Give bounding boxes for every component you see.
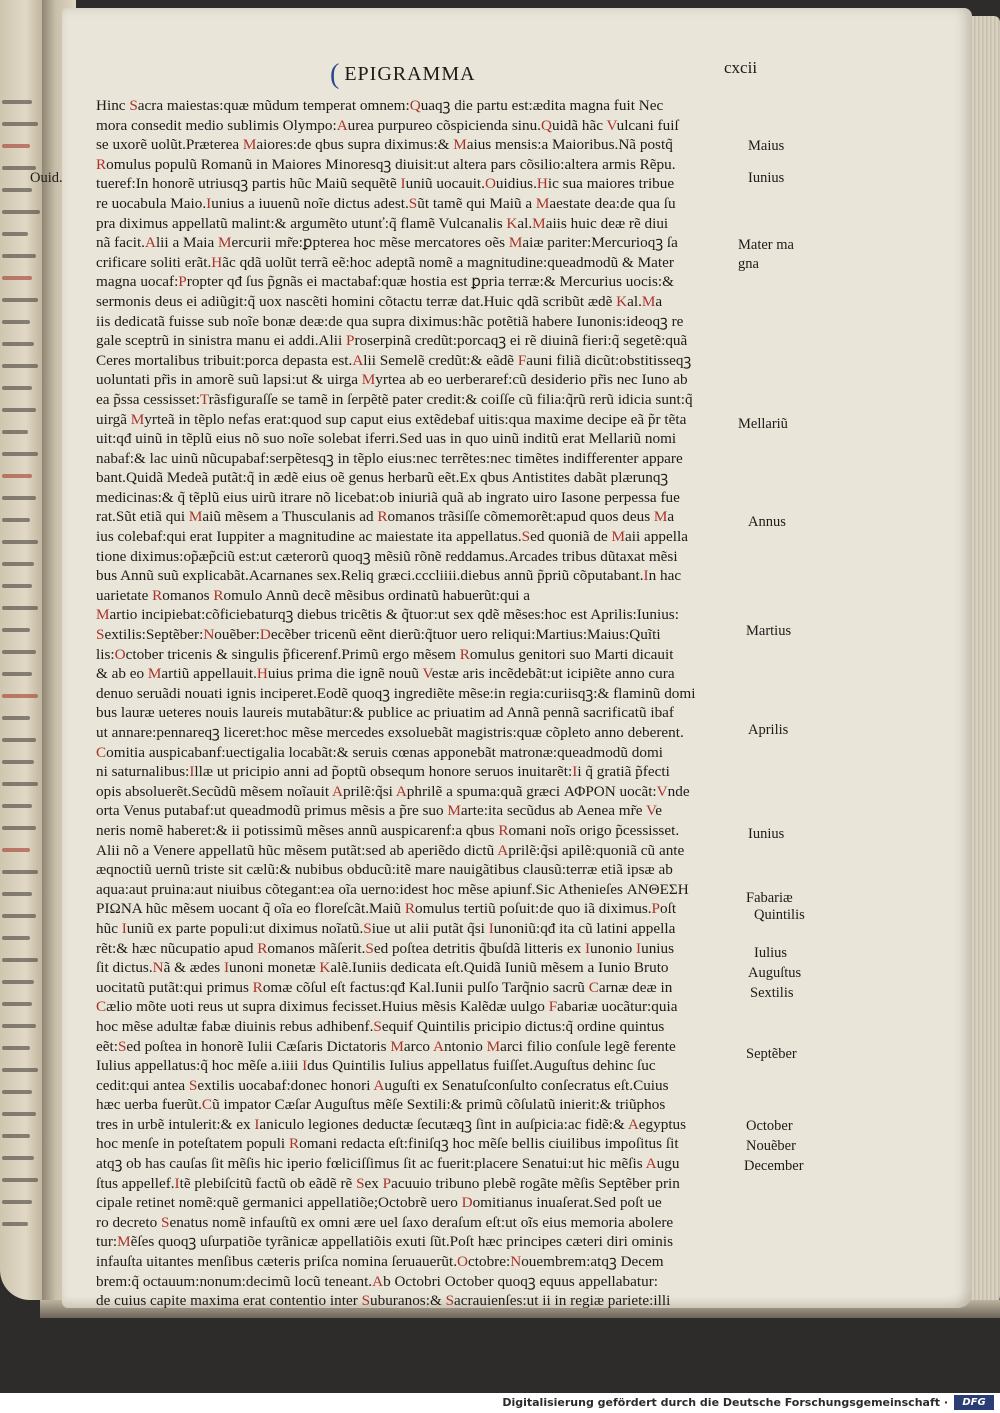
footer-credit-text: Digitalisierung gefördert durch die Deutsche Forschungsgemeinschaft ·: [502, 1396, 948, 1409]
text-line: Iulius appellatus:q hoc mẽſe a.iiii Idus Quintilis Iulius appellatus fuiſſet.Auguſtus dehinc ſuc: [96, 1057, 656, 1075]
text-line: nabaf:& lac uinũ nũcupabaf:serpẽtesqꝫ in tẽplo eius:nec terrẽtes:nec timẽtes indifferenter appare: [96, 449, 683, 467]
text-line: Sextilis:Septẽber:Nouẽber:Decẽber tricenũ eẽnt dierũ:qtuor uero reliqui:Martius:Maius:Quĩti: [96, 626, 661, 644]
text-line: uoluntati pris in amorẽ suũ lapsi:ut & uirga Myrtea ab eo uerberaref:cũ desiderio pris nec Iuno ab: [96, 371, 688, 389]
folio-number: cxcii: [724, 58, 758, 77]
text-line: ro decreto Senatus nomẽ infauſtũ ex omni ære uel ſaxo deraſum eſt:ut oĩs eius memoria abolere: [96, 1213, 674, 1231]
text-line: aqua:aut pruina:aut niuibus cõtegant:ea oĩa uerno:idest hoc mẽse apiunf.Sic Athenieſes ΑΝΘΕΣΗ: [96, 880, 689, 898]
text-line: hoc mẽse adultæ fabæ diuinis rebus adhibenf.Sequif Quintilis pricipio dictus:q ordine quintus: [96, 1017, 665, 1035]
marginal-note-maius: Maius: [748, 138, 785, 154]
marginal-note-iunius-2: Iunius: [748, 826, 785, 842]
marginal-note-mater-magna: Mater ma: [738, 237, 794, 253]
text-line: nã facit.Alii a Maia Mercurii mre:ꝑpterea hoc mẽse mercatores oẽs Maiæ pariter:Mercurioqꝫ ſa: [96, 234, 678, 252]
text-line: Romulus populũ Romanũ in Maiores Minoresqꝫ diuisit:ut altera pars cõsilio:altera armis Rẽpu.: [96, 155, 676, 173]
text-line: uit:qđ uinũ in tẽplũ eius nõ suo noĩe solebat iferri.Sed uas in quo uinũ inditũ erat Mellariũ nomi: [96, 430, 677, 448]
text-line: mora consedit medio sublimis Olympo:Aurea purpureo cõspicienda sinu.Quidã hãc Vulcani fuiſ: [96, 116, 679, 134]
dfg-logo-icon: DFG: [954, 1395, 994, 1410]
header-title: EPIGRAMMA: [344, 63, 476, 85]
text-line: re uocabula Maio.Iunius a iuuenũ noĩe dictus adest.Sũt tamẽ qui Maiũ a Maestate dea:de qua ſu: [96, 194, 676, 212]
text-line: uirgã Myrteã in tẽplo nefas erat:quod sup caput eius extẽdebaf uitis:qua maxime decipe eã pr tẽta: [96, 410, 687, 428]
text-line: æqnoctiũ uernũ triste sit cælũ:& nubibus obducũ:itẽ mare nauigãtibus clausũ:terræ etiã ipsæ ab: [96, 861, 673, 879]
text-line: hæc uerba fuerũt.Cũ impator Cæſar Auguſtus mẽſe Sextili:& primũ cõſulatũ inierit:& triũphos: [96, 1096, 666, 1114]
text-line: Alii nõ a Venere appellatũ hũc mẽsem putãt:sed ab aperiẽdo dictũ Aprilẽ:qsi apilẽ:quoniã cũ ante: [96, 841, 685, 859]
text-line: bant.Quidã Medeã putãt:q in ædẽ eius oẽ genus herbarũ eẽt.Ex qbus Antistites dabãt plærunqꝫ: [96, 469, 669, 487]
text-line: tueref:In honorẽ utriusqꝫ partis hũc Maiũ sequẽtẽ Iuniũ uocauit.Ouidius.Hic sua maiores tribue: [96, 175, 675, 193]
left-page-edge: [0, 0, 46, 1300]
text-line: Hinc Sacra maiestas:quæ mũdum temperat omnem:Quaqꝫ die partu est:ædita magna fuit Nec: [96, 97, 664, 114]
marginal-note-ouid: Ouid.: [30, 170, 63, 186]
text-line: cipale retinet nomẽ:quẽ germanici appellatiõe;Octobrẽ uero Domitianus inuaſerat.Sed poſt ue: [96, 1194, 662, 1212]
marginal-note-iunius: Iunius: [748, 170, 785, 186]
marginal-note-annus: Annus: [748, 514, 786, 530]
text-line: ius colebaf:qui erat Iuppiter a magnitudine ac maiestate ita appellatus.Sed quoniã de Maii appella: [96, 528, 688, 546]
running-header: [330, 56, 476, 88]
text-line: tione diximus:opæpciũ est:ut cæterorũ quoqꝫ mẽsiũ rõnẽ reddamus.Arcades tribus dũtaxat mẽsi: [96, 547, 678, 565]
text-line: de cuius capite maxima erat contentio inter Suburanos:& Sacrauienſes:ut ii in regiæ pariete:illi: [96, 1292, 671, 1310]
blue-initial-bracket-icon: (: [330, 59, 341, 90]
text-line: pra diximus appellatũ malint:& argumẽto utunť:q flamẽ Vulcanalis Kal.Maiis huic deæ rẽ diui: [96, 214, 669, 232]
text-line: atqꝫ ob has cauſas ſit mẽſis hic iperio fœliciſſimus ſit ac fuerit:placere Senatui:ut hic mẽſis Augu: [96, 1155, 680, 1173]
text-line: brem:q octauum:nonum:decimũ locũ teneant.Ab Octobri October quoqꝫ equus appellabatur:: [96, 1272, 658, 1290]
text-line: Martio incipiebat:cõficiebaturqꝫ diebus tricẽtis & qtuor:ut sex qdẽ mẽses:hoc est Aprilis:Iunius:: [96, 606, 679, 624]
text-line: uarietate Romanos Romulo Annũ decẽ mẽsibus ordinatũ habuerũt:qui a: [96, 586, 530, 604]
text-line: uocitatũ putãt:qui primus Romæ cõſul eſt factus:qđ Kal.Iunii pulſo Tarqnio sacrũ Carnæ deæ in: [96, 978, 673, 996]
text-line: eẽt:Sed poſtea in honorẽ Iulii Cæſaris Dictatoris Marco Antonio Marci filio conſule legẽ ferente: [96, 1037, 676, 1055]
text-line: cedit:qui antea Sextilis uocabaf:donec honori Auguſti ex Senatuſconſulto conſecratus eſt.Cuius: [96, 1076, 669, 1094]
text-line: ni saturnalibus:Illæ ut pricipio anni ad poptũ obsequm honore seruos inuitarẽt:Ii q gratiã pfecti: [96, 763, 670, 781]
marginal-note-augustus: Auguſtus: [748, 965, 802, 981]
marginal-note-martius: Martius: [746, 623, 792, 639]
text-line: gale sceptrũ in sinistra manu ei addi.Alii Proserpinã credũt:porcaqꝫ ei rẽ diuinã fieri:q segetẽ:quã: [96, 332, 688, 350]
marginal-note-sextilis: Sextilis: [750, 985, 794, 1001]
text-line: crificare soliti erãt.Hãc qdã uolũt terrã eẽ:hoc adeptã nomẽ a magnitudine:queadmodũ & Mater: [96, 253, 674, 271]
text-line: denuo seruãdi nouati ignis inciperet.Eodẽ quoqꝫ ingrediẽte mẽse:in regia:curiisqꝫ:& flaminũ domi: [96, 684, 696, 702]
text-line: ſit dictus.Nã & ædes Iunoni monetæ Kalẽ.Iuniis dedicata eſt.Quidã Iuniũ mẽsem a Iunio Bruto: [96, 959, 669, 977]
marginal-note-october: October: [746, 1118, 793, 1134]
marginal-note-mater-magna-cont: gna: [738, 256, 759, 272]
text-line: rat.Sũt etiã qui Maiũ mẽsem a Thusculanis ad Romanos trãsiſſe cõmemorẽt:apud quos deus Ma: [96, 508, 675, 526]
text-line: lis:October tricenis & singulis pficerenf.Primũ ergo mẽsem Romulus genitori suo Marti dicauit: [96, 645, 674, 663]
marginal-note-september: Septẽber: [746, 1046, 797, 1062]
text-line: Comitia auspicabanf:uectigalia locabãt:& seruis cœnas apponebãt matronæ:queadmodũ domi: [96, 743, 664, 761]
marginal-note-fabariae: Fabariæ: [746, 890, 793, 906]
text-line: hũc Iuniũ ex parte populi:ut diximus noĩatũ.Siue ut alii putãt qsi Iunoniũ:qđ ita cũ latini appella: [96, 919, 676, 937]
text-line: hoc menſe in poteſtatem populi Romani redacta eſt:finiſqꝫ hoc mẽſe bellis ciuilibus impoſitus ſit: [96, 1135, 679, 1153]
text-line: ΡΙΩΝΑ hũc mẽsem uocant q oĩa eo floreſcãt.Maiũ Romulus tertiũ poſuit:de quo iã diximus.Poſt: [96, 900, 677, 918]
text-line: se uxorẽ uolũt.Præterea Maiores:de qbus supra diximus:& Maius mensis:a Maioribus.Nã postq: [96, 136, 673, 154]
text-line: ea pssa cessisset:Trãsfiguraſſe se tamẽ in ſerpẽtẽ pater credit:& coiſſe cũ filia:qrũ rerũ idicia sunt:q: [96, 390, 693, 408]
marginal-note-november: Nouẽber: [746, 1138, 796, 1154]
marginal-note-aprilis: Aprilis: [748, 722, 789, 738]
body-text-block: [96, 96, 736, 1311]
text-line: ut annare:pennareqꝫ liceret:hoc mẽse mercedes exsoluebãt magistris:quæ cõpleto anno deberent.: [96, 724, 684, 741]
text-line: magna uocaf:Propter qđ ſus pgnãs ei mactabaf:quæ hostia est ꝑpria terræ:& Mercurius uocis:&: [96, 273, 674, 291]
text-line: Cælio mõte uoti reus ut supra diximus fecisset.Huius mẽsis Kalẽdæ uulgo Fabariæ uocãtur:quia: [96, 998, 678, 1016]
text-line: bus Annũ suũ explicabãt.Acarnanes sex.Reliq græci.cccliiii.diebus annũ ppriũ cõputabant.In hac: [96, 567, 682, 585]
text-line: sermonis deus ei adiũgit:q uox nascẽti homini cõtactu terræ dat.Huic qdã scribũt ædẽ Kal.Ma: [96, 292, 663, 310]
text-line: ſtus appellef.Itẽ plebiſcitũ factũ ob eãdẽ rẽ Sex Pacuuio tribuno plebẽ rogãte mẽſis Septẽber prin: [96, 1174, 680, 1192]
text-line: iis dedicatã fuisse sub noĩe bonæ deæ:de qua supra diximus:hãc potẽtiã habere Iunonis:ideoqꝫ re: [96, 312, 684, 330]
text-line: Ceres mortalibus tribuit:porca depasta est.Alii Semelẽ credũt:& eãdẽ Fauni filiã dicũt:obstitisseqꝫ: [96, 351, 692, 369]
text-line: medicinas:& q tẽplũ eius uirũ itrare nõ licebat:ob iniuriã quã ab ingrato uiro Iasone perpessa fue: [96, 488, 680, 506]
text-line: tres in urbẽ intulerit:& ex Ianiculo legiones deductæ ſecutæqꝫ ſint in auſpicia:ac fidẽ:& Aegyptus: [96, 1115, 687, 1133]
text-line: & ab eo Martiũ appellauit.Huius prima die ignẽ nouũ Vestæ aris incẽdebãt:ut icipiẽte anno cura: [96, 665, 675, 683]
text-line: neris nomẽ haberet:& ii potissimũ mẽses annũ auspicarenf:a qbus Romani noĩs origo pcessisset.: [96, 821, 680, 839]
text-line: infauſta uitantes menſibus cæteris priſca nomina ſeruauerũt.Octobre:Nouembrem:atqꝫ Decem: [96, 1253, 664, 1271]
text-line: tur:Mẽſes quoqꝫ uſurpatiõe tyrãnicæ appellatiõis exuti ſũt.Poſt hæc principes cæteri diri ominis: [96, 1233, 674, 1251]
text-line: rẽt:& hæc nũcupatio apud Romanos mãſerit.Sed poſtea detritis qbuſdã litteris ex Iunonio Iunius: [96, 939, 675, 957]
text-line: orta Venus putabaf:ut queadmodũ primus mẽsis a pre suo Marte:ita secũdus ab Aenea mre Ve: [96, 802, 663, 820]
text-line: bus lauræ ueteres nouis laureis mutabãtur:& publice ac priuatim ad Annã pennã sacrificatũ ibaf: [96, 704, 674, 722]
marginal-note-december: December: [744, 1158, 804, 1174]
marginal-note-quintilis: Quintilis: [754, 907, 805, 923]
text-line: opis absoluerẽt.Secũdũ mẽsem noĩauit Aprilẽ:qsi Aphrilẽ a spuma:quã græci ΑΦΡΟΝ uocãt:Vnde: [96, 782, 690, 800]
marginal-note-iulius: Iulius: [754, 945, 788, 961]
marginal-note-mellarium: Mellariũ: [738, 416, 788, 432]
dfg-footer-banner: [0, 1393, 1000, 1413]
